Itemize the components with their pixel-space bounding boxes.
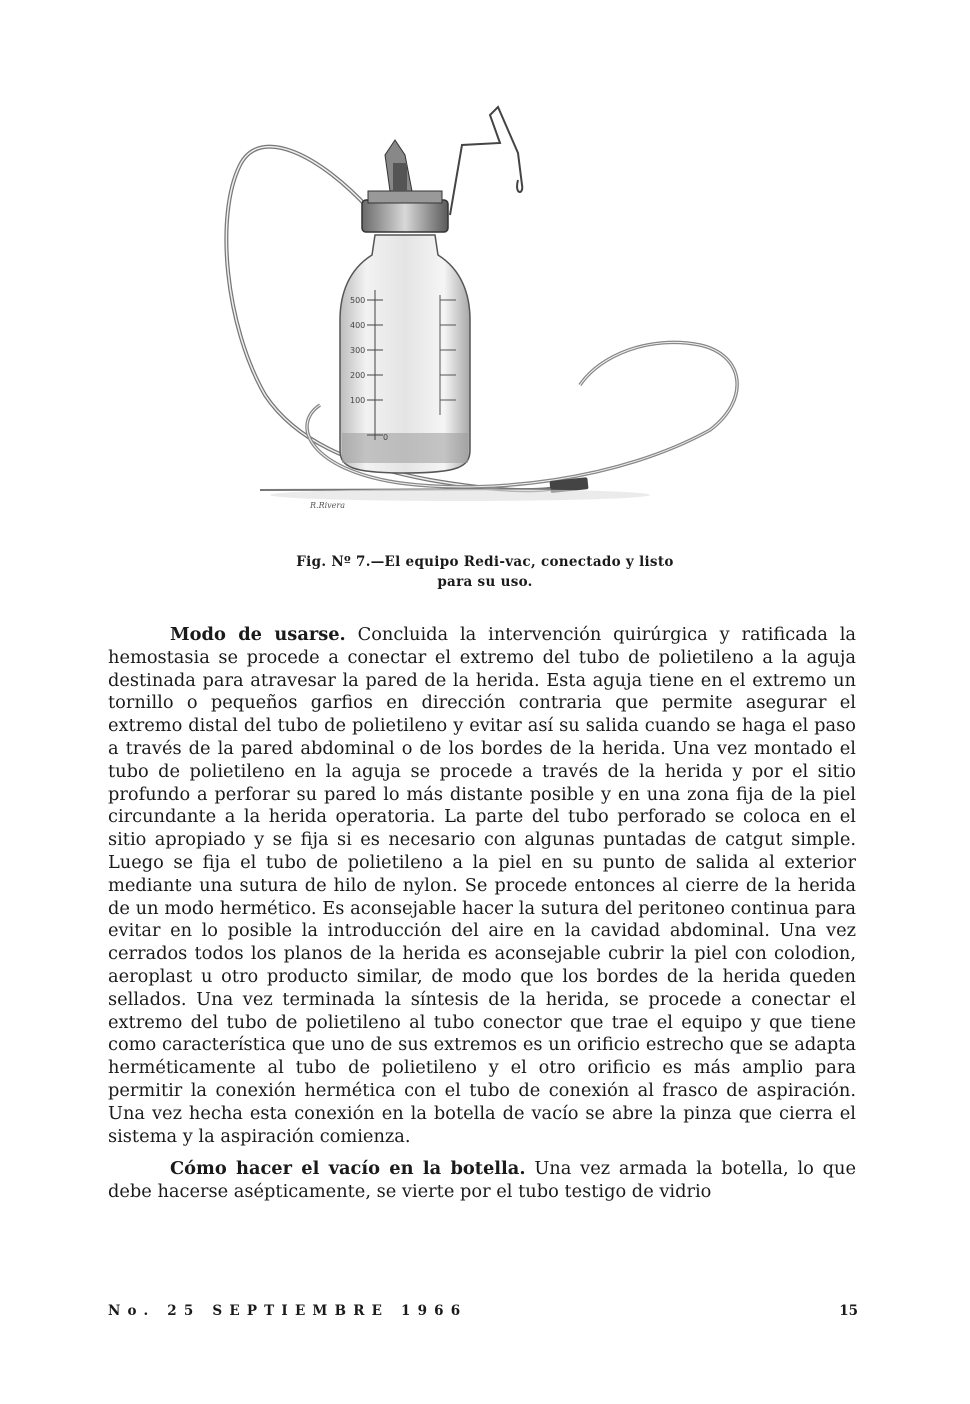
- paragraph-como-hacer-el-vacio: [108, 1158, 856, 1204]
- page-number: 15: [839, 1303, 858, 1319]
- artist-signature: R.Rivera: [310, 501, 345, 510]
- figure-caption: [250, 552, 720, 592]
- paragraph-heading: Cómo hacer el vacío en la botella.: [170, 1158, 526, 1180]
- redi-vac-bottle-drawing: [200, 95, 760, 520]
- scale-label-500: 500: [350, 296, 366, 305]
- paragraph-heading: Modo de usarse.: [170, 624, 346, 645]
- caption-line-1: Fig. Nº 7.—El equipo Redi-vac, conectado y listo: [296, 554, 674, 570]
- bottle-cap: [362, 200, 448, 232]
- hanger-wire: [450, 107, 522, 215]
- paragraph-modo-de-usarse: [108, 624, 856, 1148]
- paragraph-text: Una vez armada la botella, lo que debe hacerse asépticamente, se vierte por el tubo testigo de vidrio: [108, 1158, 856, 1203]
- figure-redi-vac-illustration: [200, 95, 760, 520]
- svg-text:0: 0: [383, 433, 389, 442]
- issue-date: No. 25 SEPTIEMBRE 1966: [108, 1303, 468, 1319]
- svg-text:300: 300: [350, 346, 366, 355]
- page-footer: [108, 1303, 858, 1319]
- caption-line-2: para su uso.: [437, 574, 533, 590]
- svg-text:400: 400: [350, 321, 366, 330]
- svg-text:100: 100: [350, 396, 366, 405]
- paragraph-text: Concluida la intervención quirúrgica y ratificada la hemostasia se procede a conectar el extremo del tubo de polietileno a la aguja destinada para atravesar la pared de la herida. Esta aguja tiene en el extremo un tornillo o pequeños garfios en dirección contraria que permite asegurar el extremo distal del tubo de polietileno y evitar así su salida cuando se haga el paso a través de la pared abdominal o de los bordes de la herida. Una vez montado el tubo de polietileno en la aguja se procede a través de la herida y por el sitio profundo a perforar su pared lo más distante posible y en una zona fija de la piel circundante a la herida operatoria. La parte del tubo perforado se coloca en el sitio apropiado y se fija si es necesario con algunas puntadas de catgut simple. Luego se fija el tubo de polietileno a la piel en su punto de salida al exterior mediante una sutura de hilo de nylon. Se procede entonces al cierre de la herida de un modo hermético. Es aconsejable hacer la sutura del peritoneo continua para evitar en lo posible la introducción del aire en la cavidad abdominal. Una vez cerrados todos los planos de la herida es aconsejable cubrir la piel con colodion, aeroplast u otro producto similar, de modo que los bordes de la herida queden sellados. Una vez terminada la síntesis de la herida, se procede a conectar el extremo del tubo de polietileno al tubo conector que trae el equipo y que tiene como característica que uno de sus extremos es un orificio estrecho que se adapta herméticamente al tubo de polietileno y el otro orificio es más amplio para permitir la conexión hermética con el tubo de conexión al frasco de aspiración. Una vez hecha esta conexión en la botella de vacío se abre la pinza que cierra el sistema y la aspiración comienza.: [108, 624, 856, 1147]
- svg-text:200: 200: [350, 371, 366, 380]
- article-body: [108, 624, 856, 1204]
